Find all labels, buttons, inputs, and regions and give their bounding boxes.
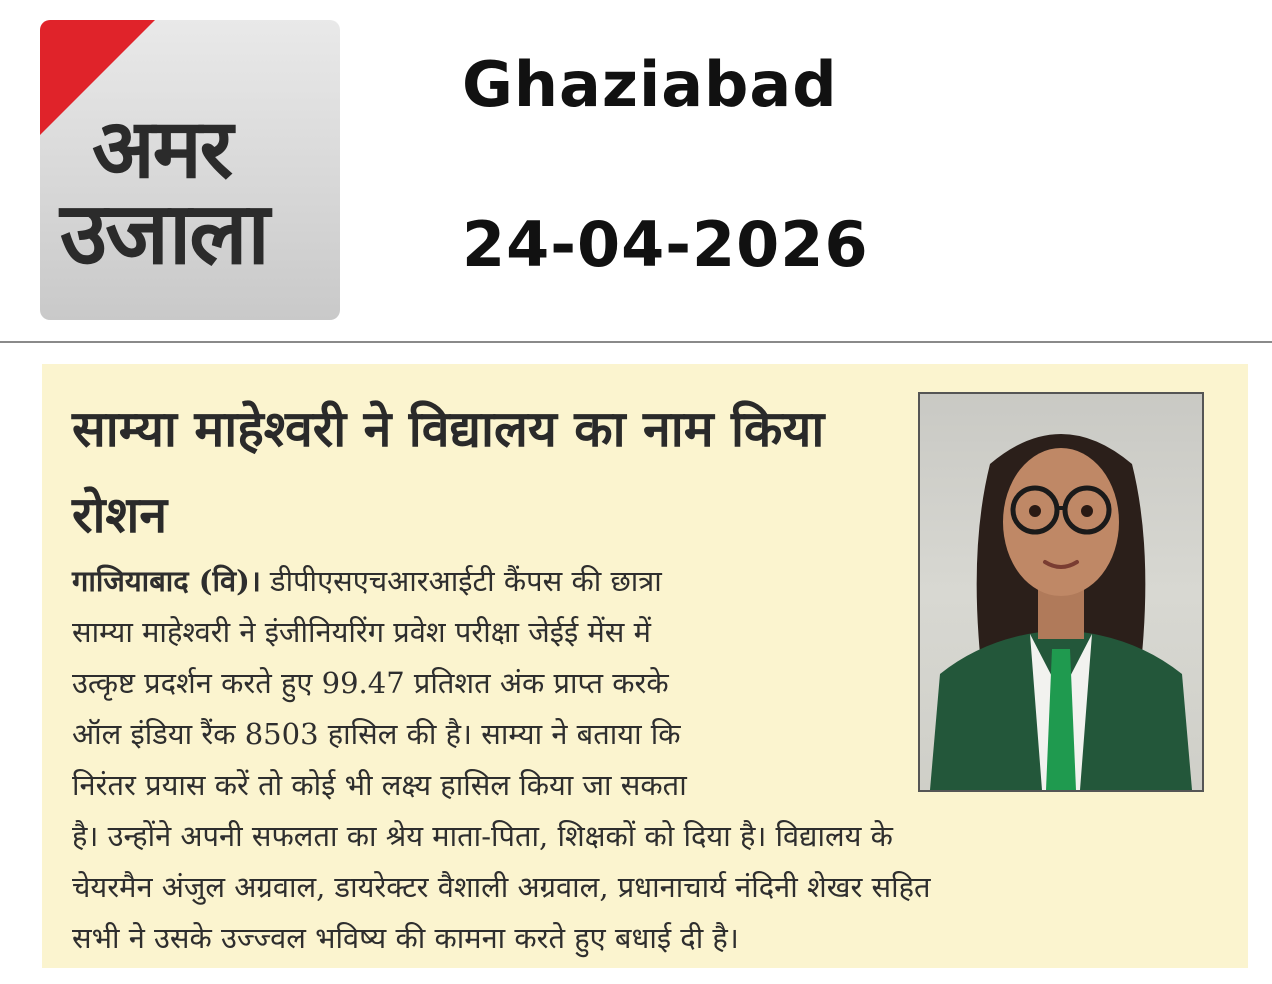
article-line-2: साम्या माहेश्वरी ने इंजीनियरिंग प्रवेश परीक्षा जेईई मेंस में <box>72 615 651 649</box>
edition-date: 24-04-2026 <box>462 208 869 281</box>
article-line-5: निरंतर प्रयास करें तो कोई भी लक्ष्य हासिल किया जा सकता <box>72 768 687 802</box>
student-photo <box>918 392 1204 792</box>
article-headline: साम्या माहेश्वरी ने विद्यालय का नाम किया रोशन <box>72 400 825 544</box>
article-line-8: सभी ने उसके उज्ज्वल भविष्य की कामना करते हुए बधाई दी है। <box>72 921 739 955</box>
logo-text-line1: अमर <box>92 102 232 197</box>
article-line-1-text: डीपीएसएचआरआईटी कैंपस की छात्रा <box>260 564 662 598</box>
article-line-3: उत्कृष्ट प्रदर्शन करते हुए 99.47 प्रतिशत अंक प्राप्त करके <box>72 666 669 700</box>
header-divider <box>0 341 1272 343</box>
edition-city: Ghaziabad <box>462 48 838 121</box>
student-portrait-icon <box>920 394 1202 790</box>
news-clipping <box>42 364 1248 968</box>
article-dateline: गाजियाबाद (वि)। <box>72 564 261 598</box>
article-line-7: चेयरमैन अंजुल अग्रवाल, डायरेक्टर वैशाली अग्रवाल, प्रधानाचार्य नंदिनी शेखर सहित <box>72 870 931 904</box>
article-line-4: ऑल इंडिया रैंक 8503 हासिल की है। साम्या ने बताया कि <box>72 717 681 751</box>
logo-text-line2: उजाला <box>60 184 268 284</box>
article-line-6: है। उन्होंने अपनी सफलता का श्रेय माता-पिता, शिक्षकों को दिया है। विद्यालय के <box>72 819 893 853</box>
amar-ujala-logo <box>40 20 340 320</box>
